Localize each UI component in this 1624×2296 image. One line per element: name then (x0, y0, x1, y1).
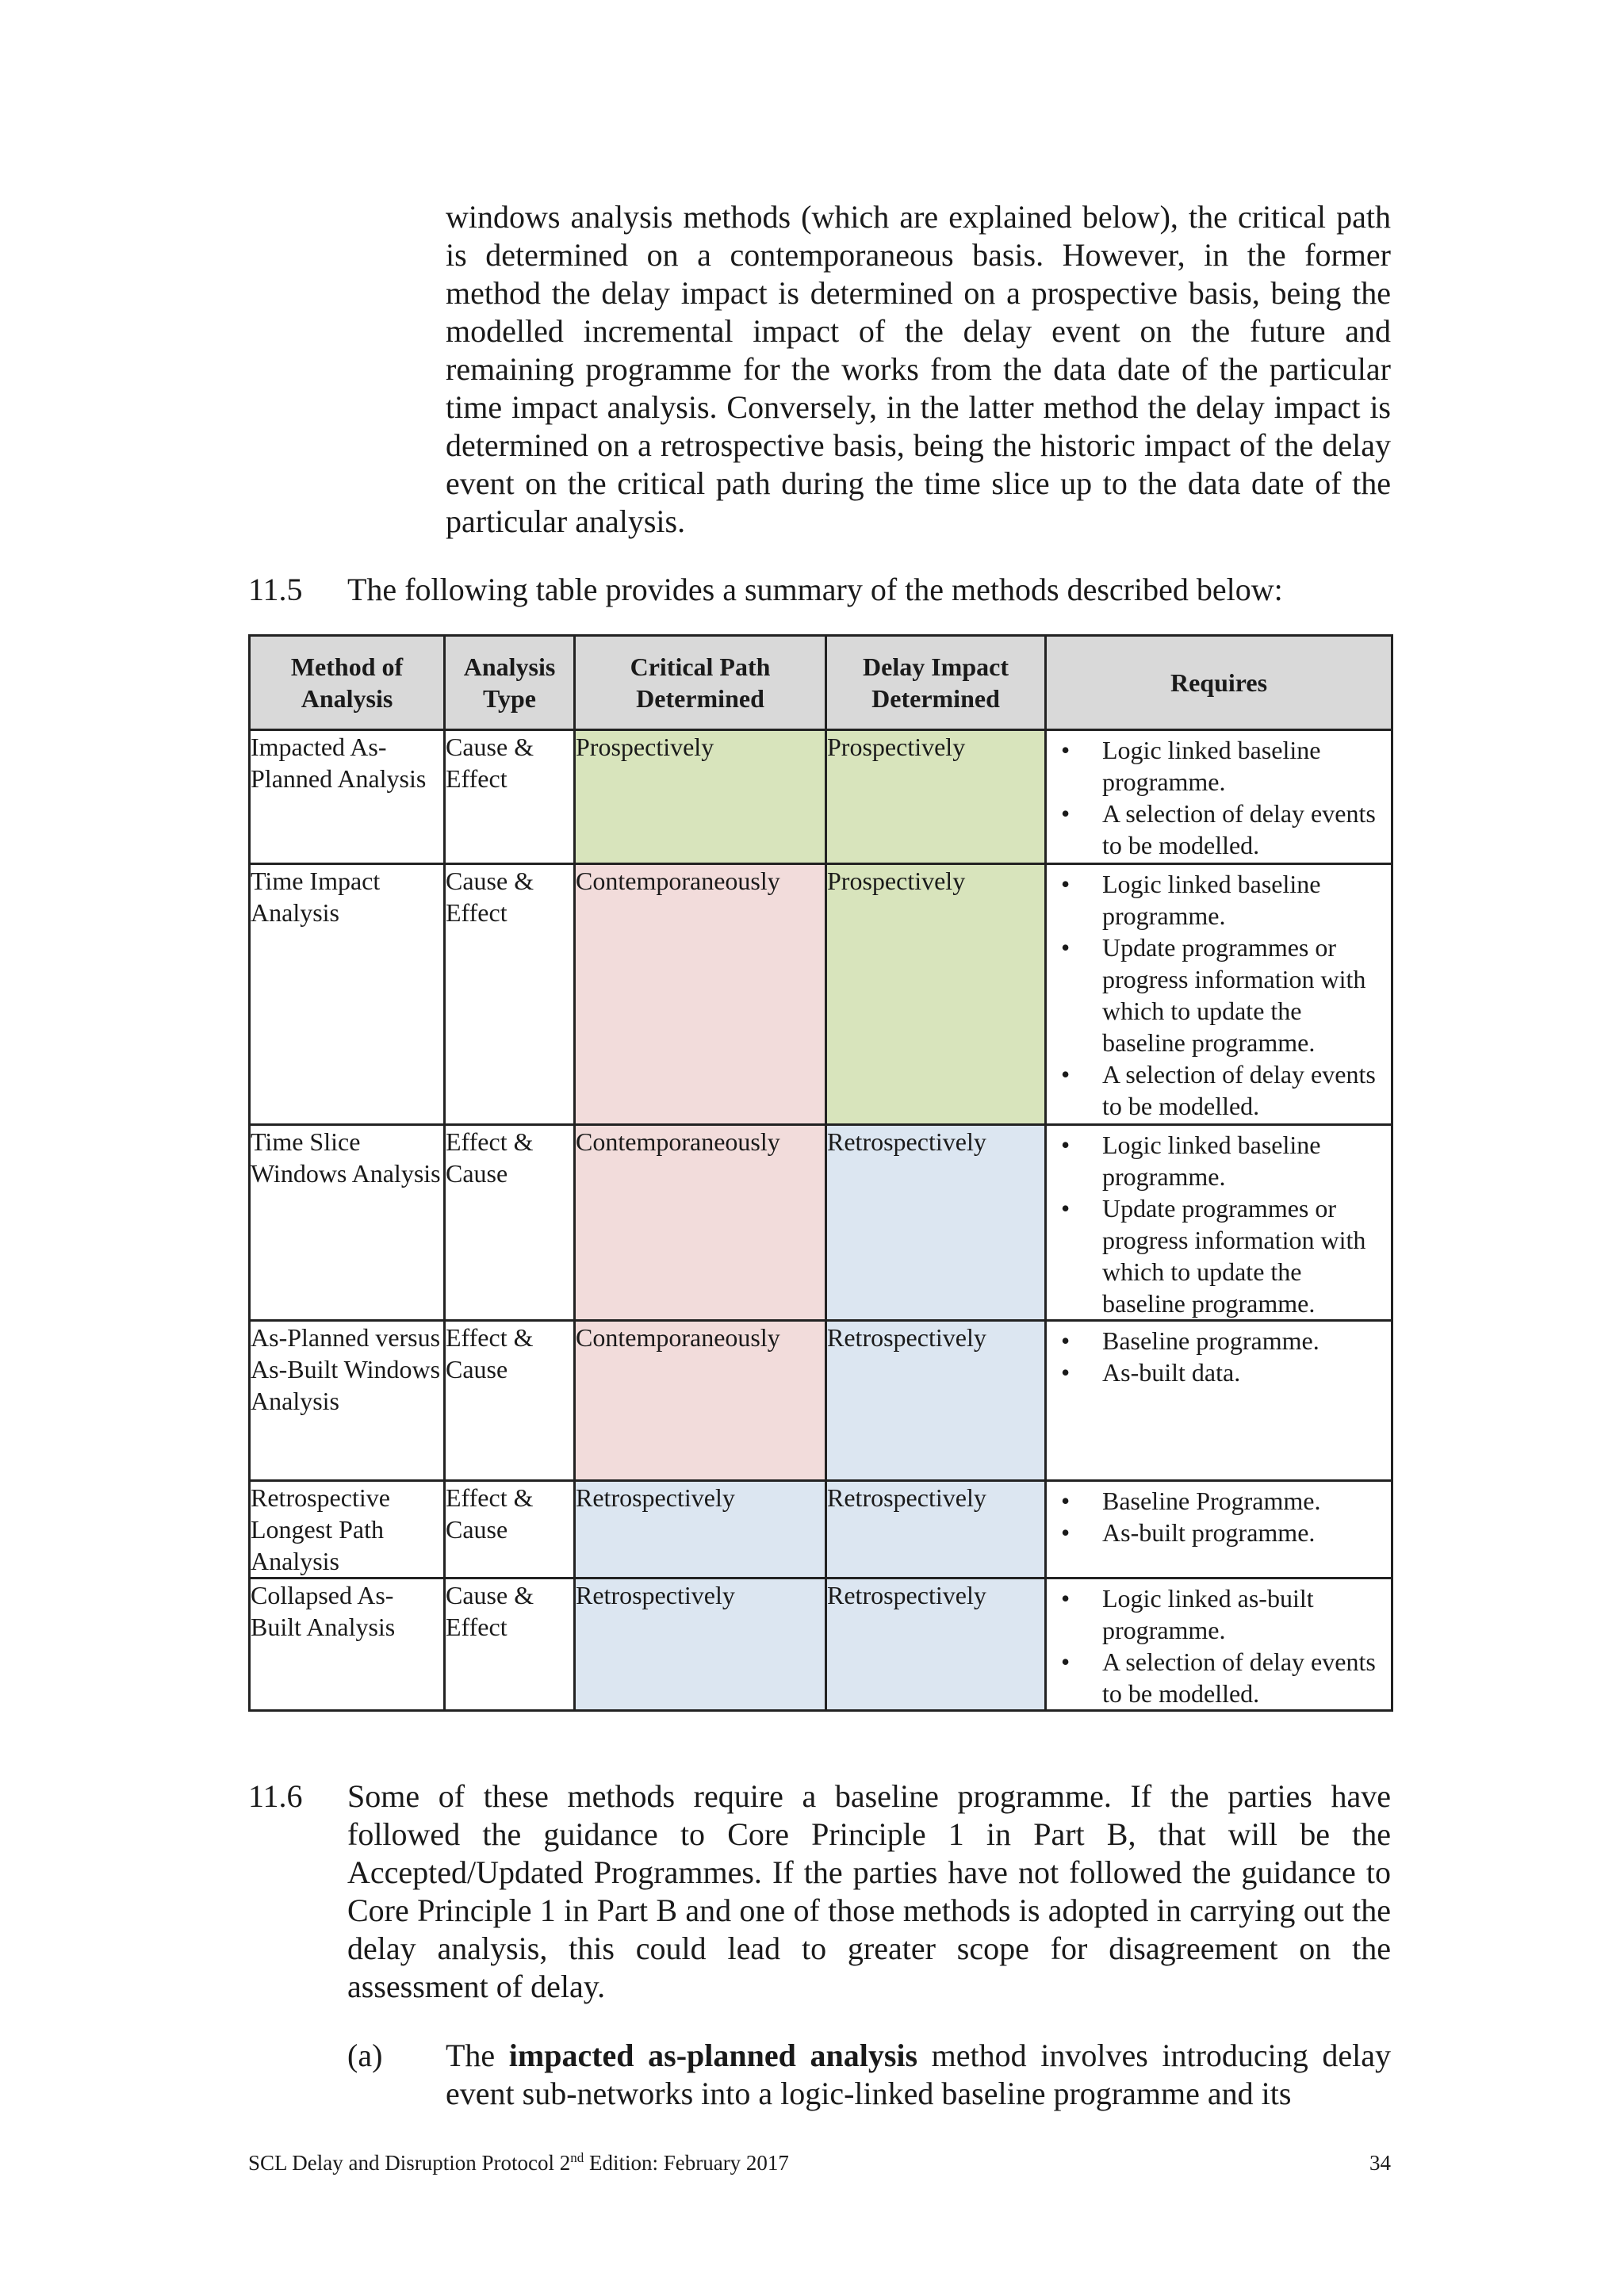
footer-title-sup: nd (570, 2150, 584, 2165)
requirement-item: • As-built programme. (1061, 1517, 1385, 1548)
critical-path-cell: Contemporaneously (575, 864, 826, 1125)
type-cell: Cause & Effect (445, 864, 575, 1125)
requirement-item: • Logic linked baseline programme. (1061, 868, 1385, 932)
header-delay-impact: Delay Impact Determined (826, 636, 1046, 730)
critical-path-cell: Retrospectively (575, 1578, 826, 1711)
requirement-item: • Update programmes or progress information with which to update the baseline programme. (1061, 932, 1385, 1058)
requirement-item: • Baseline programme. (1061, 1325, 1385, 1357)
type-cell: Cause & Effect (445, 730, 575, 864)
critical-path-cell: Retrospectively (575, 1481, 826, 1578)
delay-impact-cell: Retrospectively (826, 1125, 1046, 1321)
critical-path-cell: Contemporaneously (575, 1321, 826, 1481)
delay-impact-cell: Prospectively (826, 730, 1046, 864)
footer-title (248, 2150, 789, 2175)
requires-cell (1046, 1481, 1392, 1578)
footer-title-post: Edition: February 2017 (584, 2151, 789, 2175)
requirement-item: • Update programmes or progress information with which to update the baseline programme. (1061, 1192, 1385, 1319)
requires-cell (1046, 730, 1392, 864)
table-row (250, 864, 1392, 1125)
header-requires: Requires (1046, 636, 1392, 730)
type-cell: Effect & Cause (445, 1481, 575, 1578)
page-number: 34 (1369, 2151, 1391, 2175)
requirement-item: • Baseline Programme. (1061, 1485, 1385, 1517)
table-row (250, 1481, 1392, 1578)
table-row (250, 730, 1392, 864)
item-a-label: (a) (347, 2038, 383, 2073)
requires-cell (1046, 1578, 1392, 1711)
table-row (250, 1578, 1392, 1711)
intro-paragraph: windows analysis methods (which are explained below), the critical path is determined on a contemporaneous basis. However, in the former method the delay impact is determined on a prospective basis, being the modelled incremental impact of the delay event on the future and remaining programme for the works from the data date of the particular time impact analysis. Conversely, in the latter method the delay impact is determined on a retrospective basis, being the historic impact of the delay event on the critical path during the time slice up to the data date of the particular analysis. (446, 199, 1391, 539)
section-text-11-5: The following table provides a summary of the methods described below: (347, 572, 1283, 607)
requirement-item: • Logic linked baseline programme. (1061, 1129, 1385, 1192)
method-cell: Retrospective Longest Path Analysis (250, 1481, 445, 1578)
critical-path-cell: Contemporaneously (575, 1125, 826, 1321)
item-a-bold-term: impacted as-planned analysis (508, 2038, 918, 2073)
header-type: Analysis Type (445, 636, 575, 730)
requires-cell (1046, 864, 1392, 1125)
table-header-row (250, 636, 1392, 730)
table-row (250, 1125, 1392, 1321)
section-number-11-5: 11.5 (248, 572, 303, 607)
type-cell: Cause & Effect (445, 1578, 575, 1711)
critical-path-cell: Prospectively (575, 730, 826, 864)
item-a-rest: method involves introducing delay event sub-networks into a logic-linked baseline programme and its (446, 2038, 1391, 2111)
delay-impact-cell: Retrospectively (826, 1578, 1046, 1711)
delay-impact-cell: Retrospectively (826, 1321, 1046, 1481)
section-text-11-6: Some of these methods require a baseline programme. If the parties have followed the guidance to Core Principle 1 in Part B, that will be the Accepted/Updated Programmes. If the parties have not followed the guidance to Core Principle 1 in Part B and one of those methods is adopted in carrying out the delay analysis, this could lead to greater scope for disagreement on the assessment of delay. (347, 1778, 1391, 2004)
method-cell: Time Impact Analysis (250, 864, 445, 1125)
requirement-item: • As-built data. (1061, 1357, 1385, 1388)
method-cell: Collapsed As-Built Analysis (250, 1578, 445, 1711)
table-row (250, 1321, 1392, 1481)
methods-summary-table (248, 634, 1393, 1712)
header-critical-path: Critical Path Determined (575, 636, 826, 730)
requirement-item: • A selection of delay events to be modelled. (1061, 1646, 1385, 1709)
footer-title-pre: SCL Delay and Disruption Protocol 2 (248, 2151, 571, 2175)
header-method: Method of Analysis (250, 636, 445, 730)
delay-impact-cell: Retrospectively (826, 1481, 1046, 1578)
item-a-text (446, 2037, 1391, 2113)
requirement-item: • A selection of delay events to be modelled. (1061, 798, 1385, 861)
requirement-item: • Logic linked baseline programme. (1061, 734, 1385, 798)
requires-cell (1046, 1321, 1392, 1481)
method-cell: Time Slice Windows Analysis (250, 1125, 445, 1321)
type-cell: Effect & Cause (445, 1125, 575, 1321)
delay-impact-cell: Prospectively (826, 864, 1046, 1125)
type-cell: Effect & Cause (445, 1321, 575, 1481)
requirement-item: • A selection of delay events to be modelled. (1061, 1058, 1385, 1122)
requirement-item: • Logic linked as-built programme. (1061, 1582, 1385, 1646)
method-cell: As-Planned versus As-Built Windows Analysis (250, 1321, 445, 1481)
requires-cell (1046, 1125, 1392, 1321)
item-a-lead: The (446, 2038, 509, 2073)
method-cell: Impacted As-Planned Analysis (250, 730, 445, 864)
section-number-11-6: 11.6 (248, 1778, 303, 1814)
